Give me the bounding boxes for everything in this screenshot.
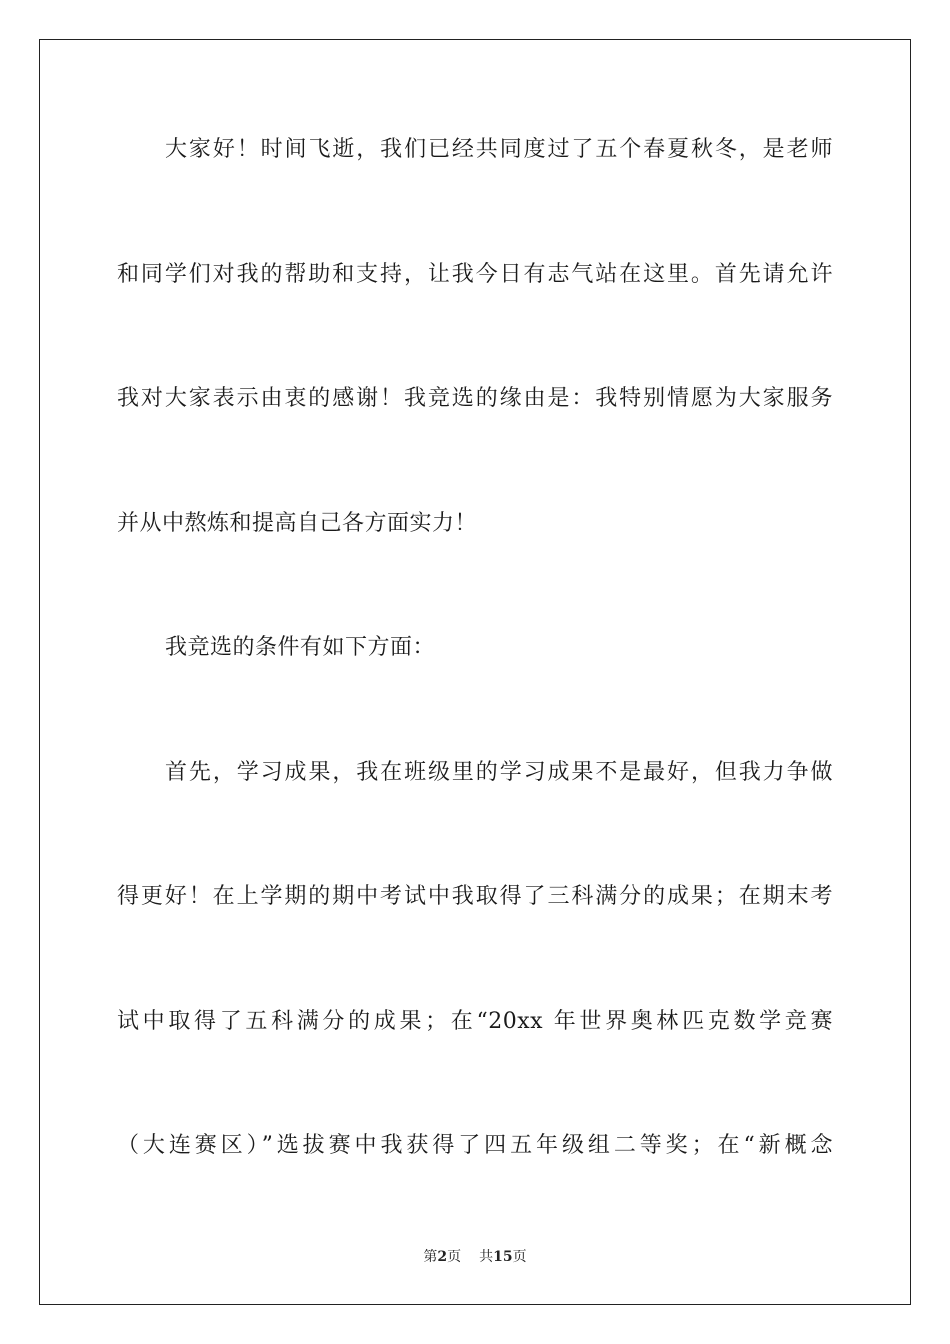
text-line-6: 首先，学习成果，我在班级里的学习成果不是最好，但我力争做 [165, 760, 833, 785]
text-line-4: 并从中熬炼和提高自己各方面实力！ [117, 511, 478, 536]
footer-total-prefix: 共 [479, 1249, 494, 1265]
text-line-1: 大家好！时间飞逝，我们已经共同度过了五个春夏秋冬，是老师 [165, 137, 833, 162]
text-line-8: 试中取得了五科满分的成果；在“20xx 年世界奥林匹克数学竞赛 [117, 1009, 833, 1034]
text-line-9: （大连赛区）”选拔赛中我获得了四五年级组二等奖；在“新概念 [117, 1133, 833, 1158]
text-line-2: 和同学们对我的帮助和支持，让我今日有志气站在这里。首先请允许 [117, 262, 833, 287]
text-line-7: 得更好！在上学期的期中考试中我取得了三科满分的成果；在期末考 [117, 884, 833, 909]
text-line-5: 我竞选的条件有如下方面： [165, 635, 436, 660]
footer-page-prefix: 第 [423, 1249, 438, 1265]
footer-page-number: 2 [437, 1249, 448, 1265]
footer-page-suffix: 页 [447, 1249, 462, 1265]
page-border [39, 39, 911, 1305]
footer-total-suffix: 页 [512, 1249, 527, 1265]
footer-total-pages: 15 [493, 1249, 513, 1265]
text-line-3: 我对大家表示由衷的感谢！我竞选的缘由是：我特别情愿为大家服务 [117, 386, 833, 411]
page-footer [0, 1248, 950, 1266]
